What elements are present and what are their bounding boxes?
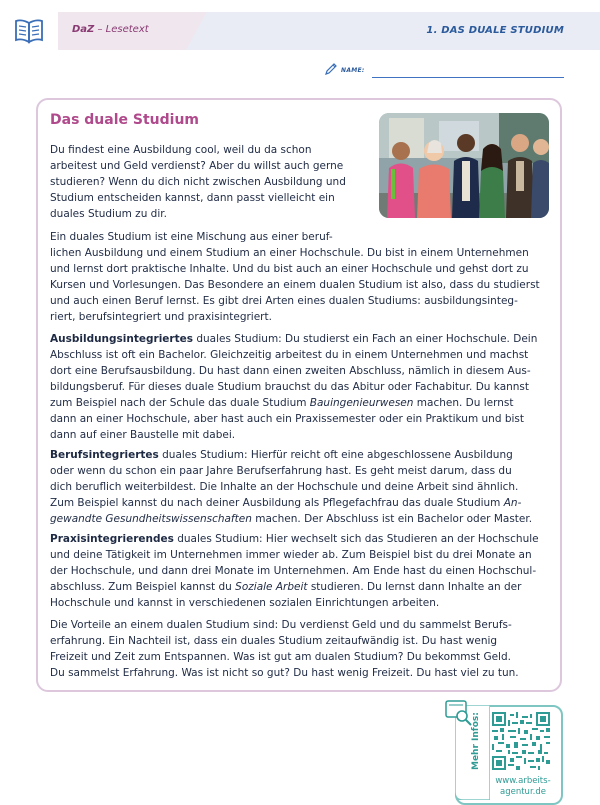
paragraph-summary [50,617,550,681]
header-series: DaZ – Lesetext [72,24,149,35]
text-line: gewandte Gesundheitswissenschaften machen. Der Abschluss ist ein Bachelor oder Master. [50,513,533,525]
text-line: Ausbildungsintegriertes duales Studium: Du studierst ein Fach an einer Hochschule. Dein [50,333,538,345]
text-line: Ein duales Studium ist eine Mischung aus einer beruf- [50,231,333,243]
article-title: Das duale Studium [50,112,199,128]
text-line: lichen Ausbildung und einem Studium an einer Hochschule. Du bist in einem Unternehmen [50,247,529,259]
text-line: und deine Tätigkeit im Unternehmen immer wieder ab. Zum Beispiel bist du drei Monate an [50,549,532,561]
header-title: 1. DAS DUALE STUDIUM [426,25,564,36]
info-url-line: agentur.de [500,787,546,797]
paragraph-berufsintegriert [50,447,550,527]
term-praxisintegrierend: Praxisintegrierendes [50,533,174,545]
more-info-label: Mehr Infos: [471,712,481,770]
students-photo [379,113,549,218]
text-line: dich beruflich weiterbildest. Die Inhalte an der Hochschule und deine Arbeit sind ähnlich. [50,481,519,493]
pencil-icon [324,62,338,76]
term-berufsintegriert: Berufsintegriertes [50,449,159,461]
text-line: studieren? Wenn du dich nicht zwischen Ausbildung und [50,176,346,188]
text-line: oder wenn du schon ein paar Jahre Berufserfahrung hast. Es geht meist darum, dass du [50,465,512,477]
example-study-bauingenieurwesen: Bauingenieurwesen [309,397,414,409]
intro-paragraph [50,142,370,222]
text-line: Zum Beispiel kannst du nach deiner Ausbildung als Pflegefachfrau das duale Studium An- [50,497,522,509]
text-line: Berufsintegriertes duales Studium: Hierfür reicht oft eine abgeschlossene Ausbildung [50,449,513,461]
text-line: Abschluss ist oft ein Bachelor. Gleichzeitig arbeitest du in einem Unternehmen und machst [50,349,529,361]
example-study-gesundheitswissenschaften: gewandte Gesundheitswissenschaften [50,513,252,525]
text-line: duales Studium zu dir. [50,208,167,220]
text-line: Freizeit und Zeit zum Entspannen. Was ist gut am dualen Studium? Du bekommst Geld. [50,651,511,663]
qr-code[interactable] [492,712,550,770]
example-study-soziale-arbeit: Soziale Arbeit [235,581,308,593]
text-line: Die Vorteile an einem dualen Studium sind: Du verdienst Geld und du sammelst Berufs- [50,619,512,631]
text-line: abschluss. Zum Beispiel kannst du Soziale Arbeit studieren. Du lernst dann Inhalte an der [50,581,522,593]
text-line: zum Beispiel nach der Schule das duale Studium Bauingenieurwesen machen. Du lernst [50,397,514,409]
text-line: dann an einer Hochschule, aber hast auch ein Praxissemester oder ein Praktikum und bist [50,413,524,425]
info-url-line: www.arbeits- [495,776,551,786]
text-line: dort eine Berufsausbildung. Du hast dann einen zweiten Abschluss, nämlich in diesem Aus- [50,365,531,377]
text-line: riert, berufsintegriert und praxisintegriert. [50,311,272,323]
text-line: Praxisintegrierendes duales Studium: Hier wechselt sich das Studieren an der Hochschule [50,533,539,545]
text-line: bildungsberuf. Für dieses duale Studium brauchst du das Abitur oder Fachabitur. Du kannst [50,381,530,393]
name-label: NAME: [341,67,365,74]
text-line: Du findest eine Ausbildung cool, weil du da schon [50,144,312,156]
text-line: arbeitest und Geld verdienst? Aber du willst auch gerne [50,160,344,172]
text-line: der Hochschule, und dann drei Monate im Unternehmen. Am Ende hast du einen Hochschul- [50,565,537,577]
term-ausbildungsintegriert: Ausbildungsintegriertes [50,333,193,345]
text-line: dann auf einer Baustelle mit dabei. [50,429,236,441]
text-line: erfahrung. Ein Nachteil ist, dass ein duales Studium zeitaufwändig ist. Du hast wenig [50,635,498,647]
text-line: Du sammelst Erfahrung. Was ist nicht so gut? Du hast wenig Freizeit. Du hast viel zu tun. [50,667,519,679]
text-line: und auch einen Beruf lernst. Es gibt drei Arten eines dualen Studiums: ausbildungsinteg- [50,295,518,307]
paragraph-overview [50,229,550,325]
text-line: Studium entscheiden kannst, dann passt vielleicht ein [50,192,335,204]
text-line: Kursen und Vorlesungen. Das Besondere an einem dualen Studium ist also, dass du studierst [50,279,540,291]
text-line: Hochschule und kannst in verschiedenen sozialen Einrichtungen arbeiten. [50,597,440,609]
open-book-icon [14,18,44,44]
paragraph-ausbildungsintegriert [50,331,550,443]
paragraph-praxisintegrierend [50,531,550,611]
info-link[interactable] [488,776,558,798]
magnifier-icon [444,699,474,727]
text-line: und lernst dort praktische Inhalte. Und du bist auch an einer Hochschule und gehst dort zu [50,263,529,275]
name-input-line[interactable] [372,77,564,78]
